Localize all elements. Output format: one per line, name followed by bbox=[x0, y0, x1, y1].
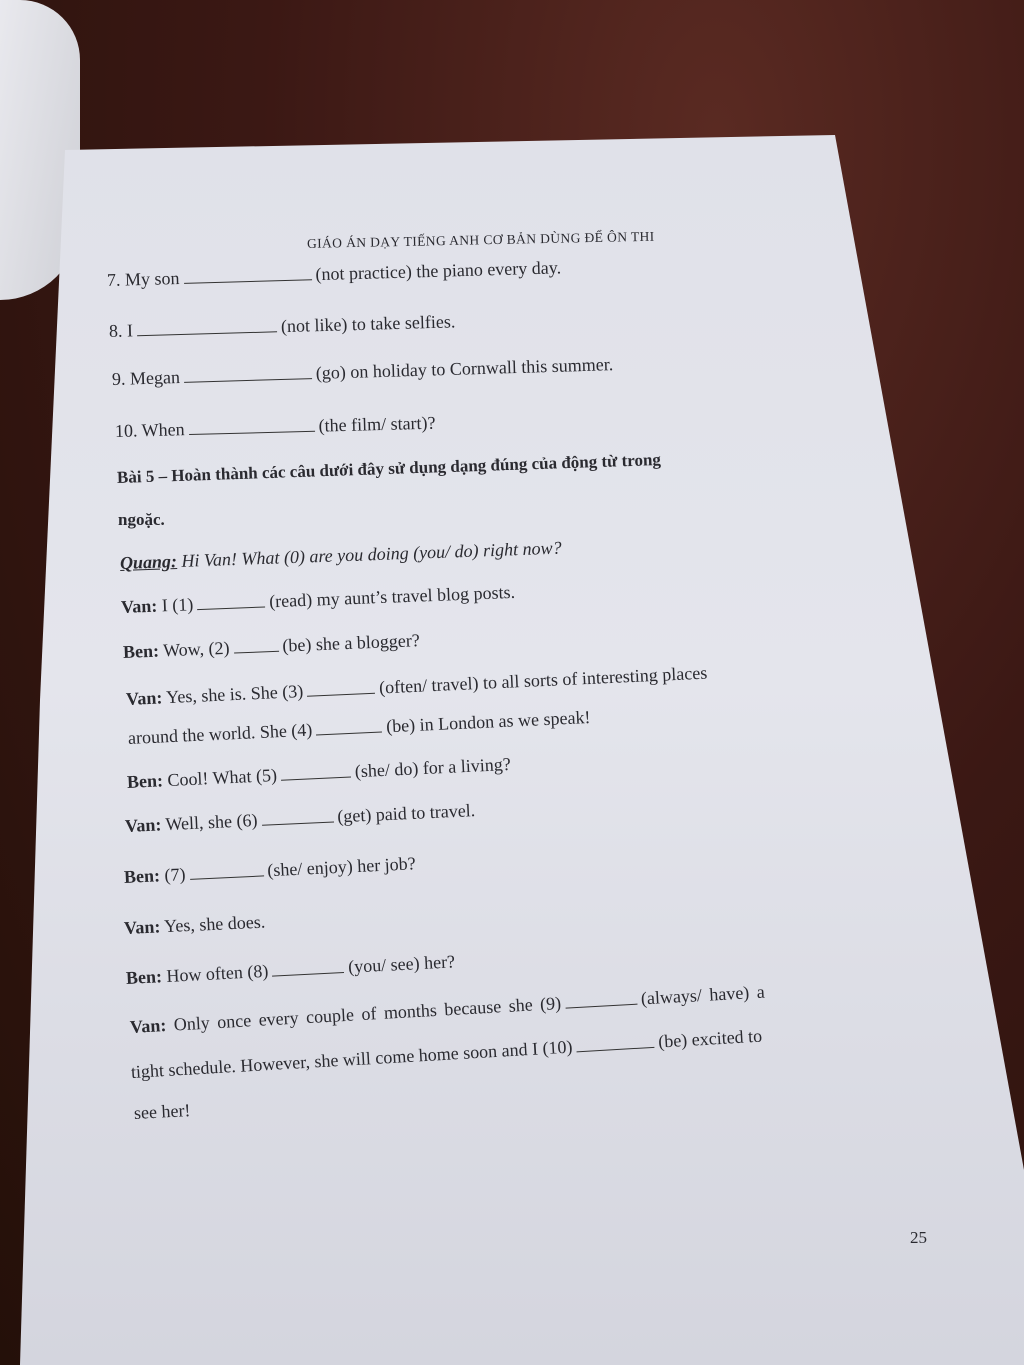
dialogue-hint: (she/ do) for a living? bbox=[354, 753, 512, 782]
dialogue-text: Only once every couple of months because she (9) bbox=[173, 992, 562, 1035]
speaker-name: Van: bbox=[123, 916, 161, 938]
exercise-title-continued: ngoặc. bbox=[118, 510, 165, 529]
dialogue-line-9-end bbox=[133, 1100, 190, 1124]
dialogue-hint: (read) my aunt’s travel blog posts. bbox=[268, 581, 516, 612]
speaker-name: Ben: bbox=[126, 770, 164, 792]
speaker-name: Van: bbox=[129, 1014, 167, 1037]
page-number: 25 bbox=[910, 1228, 927, 1247]
dialogue-hint: (she/ enjoy) her job? bbox=[266, 853, 417, 881]
item-number: 8. I bbox=[108, 320, 134, 341]
answer-blank[interactable] bbox=[197, 605, 265, 610]
item-hint: (the film/ start)? bbox=[318, 412, 436, 436]
answer-blank[interactable] bbox=[272, 971, 344, 977]
speaker-name: Van: bbox=[125, 687, 163, 709]
item-hint: (go) on holiday to Cornwall this summer. bbox=[315, 354, 614, 383]
speaker-name: Van: bbox=[120, 595, 158, 617]
speaker-name: Ben: bbox=[123, 865, 161, 887]
dialogue-text: (7) bbox=[163, 864, 186, 886]
answer-blank[interactable] bbox=[184, 278, 312, 284]
dialogue-hint: (be) she a blogger? bbox=[282, 630, 421, 656]
speaker-name: Ben: bbox=[122, 640, 160, 662]
dialogue-text: How often (8) bbox=[165, 960, 269, 986]
item-number: 9. Megan bbox=[111, 366, 181, 389]
speaker-name: Van: bbox=[124, 814, 162, 836]
answer-blank[interactable] bbox=[577, 1046, 655, 1052]
dialogue-text: see her! bbox=[133, 1100, 191, 1123]
answer-blank[interactable] bbox=[234, 650, 279, 654]
item-number: 7. My son bbox=[106, 267, 180, 290]
item-hint: (not practice) the piano every day. bbox=[315, 257, 562, 285]
answer-blank[interactable] bbox=[137, 330, 277, 336]
answer-blank[interactable] bbox=[307, 692, 375, 697]
dialogue-hint: (get) paid to travel. bbox=[336, 800, 476, 827]
speaker-name: Ben: bbox=[125, 966, 163, 988]
answer-blank[interactable] bbox=[316, 730, 382, 735]
dialogue-hint: (be) excited to bbox=[657, 1025, 763, 1052]
dialogue-text: tight schedule. However, she will come home soon and I (10) bbox=[130, 1036, 573, 1082]
dialogue-text: Wow, (2) bbox=[162, 637, 230, 661]
dialogue-hint: (always/ have) a bbox=[640, 981, 766, 1009]
speaker-name: Quang: bbox=[119, 551, 178, 573]
answer-blank[interactable] bbox=[565, 1003, 637, 1009]
dialogue-hint: (you/ see) her? bbox=[347, 951, 456, 977]
dialogue-hint: (often/ travel) to all sorts of interesting places bbox=[378, 662, 708, 698]
dialogue-text: Well, she (6) bbox=[165, 809, 258, 835]
answer-blank[interactable] bbox=[262, 821, 334, 826]
answer-blank[interactable] bbox=[184, 377, 312, 383]
dialogue-text: around the world. She (4) bbox=[127, 719, 313, 748]
dialogue-text: Cool! What (5) bbox=[166, 764, 278, 791]
answer-blank[interactable] bbox=[189, 430, 315, 435]
exercise-title: Bài 5 – Hoàn thành các câu dưới đây sử dụng dạng đúng của động từ trong bbox=[116, 449, 662, 487]
answer-blank[interactable] bbox=[281, 775, 351, 780]
dialogue-text: I (1) bbox=[161, 594, 194, 616]
page-header: GIÁO ÁN DẠY TIẾNG ANH CƠ BẢN DÙNG ĐỂ ÔN THI bbox=[306, 228, 655, 251]
dialogue-text: Hi Van! What (0) are you doing (you/ do) right now? bbox=[181, 537, 562, 571]
dialogue-text: Yes, she is. She (3) bbox=[165, 680, 304, 708]
answer-blank[interactable] bbox=[190, 874, 264, 879]
dialogue-hint: (be) in London as we speak! bbox=[385, 707, 591, 737]
item-number: 10. When bbox=[114, 419, 185, 441]
dialogue-text: Yes, she does. bbox=[163, 911, 266, 937]
item-hint: (not like) to take selfies. bbox=[280, 311, 456, 337]
